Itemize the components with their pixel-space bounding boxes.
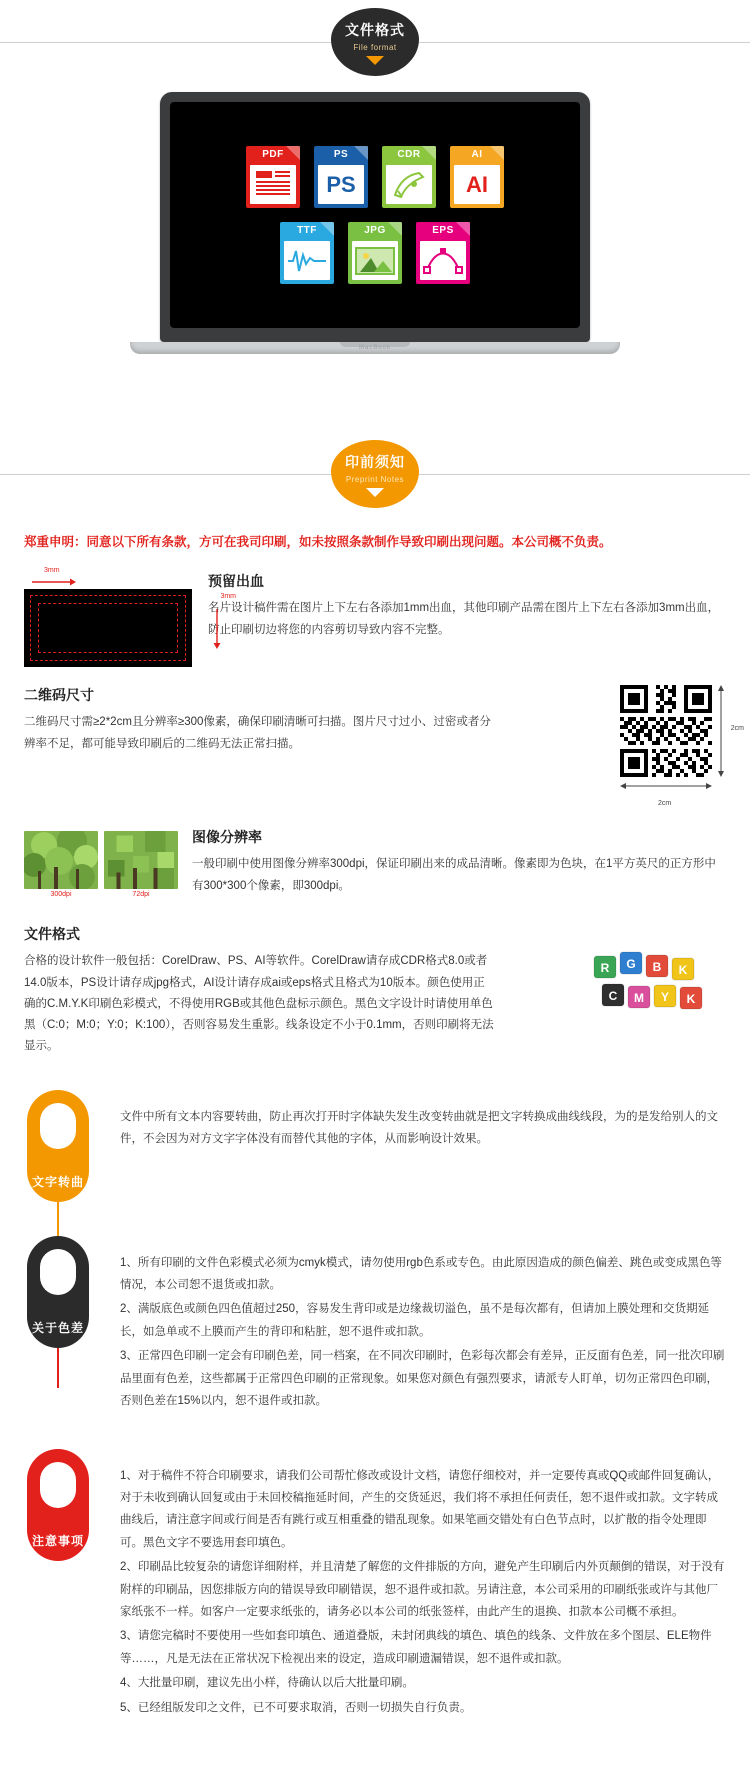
svg-text:R: R	[600, 961, 610, 976]
file-format-section-header	[0, 0, 750, 86]
pill-paragraph: 5、已经组版发印之文件，已不可要求取消，否则一切损失自行负责。	[120, 1701, 472, 1714]
bleed-label-side: 3mm	[220, 593, 236, 601]
file-icon-eps-label: EPS	[432, 225, 454, 236]
badge-title-en: File format	[353, 42, 397, 52]
color-cubes-icon	[576, 942, 726, 1022]
file-icon-pdf	[246, 146, 300, 208]
doc-lines-icon	[253, 168, 293, 202]
preprint-section-header	[0, 432, 750, 518]
pill-label-color-diff: 关于色差	[31, 1320, 84, 1335]
bleed-block	[24, 567, 726, 667]
resolution-samples	[24, 831, 178, 898]
file-icon-row-1	[246, 146, 504, 208]
file-icon-pdf-label: PDF	[262, 149, 284, 160]
preprint-badge-title-cn: 印前须知	[345, 453, 405, 470]
resolution-sample-300dpi	[24, 831, 98, 898]
qrcode-block	[24, 685, 744, 808]
preprint-badge	[331, 440, 419, 508]
qrcode-figure	[606, 685, 744, 808]
svg-text:K: K	[678, 963, 688, 978]
fileformat-title: 文件格式	[24, 926, 80, 943]
file-icon-ai	[450, 146, 504, 208]
photo-icon	[354, 245, 396, 277]
pill-paragraph: 2、印刷品比较复杂的请您详细附样，并且清楚了解您的文件排版的方向，避免产生印刷后内外页颠倒的错误，对于没有附样的印刷品，因您排版方向的错误导致印刷错误，恕不退件或扣款。另请注意，本公司采用的印刷纸张或许与其他厂家纸张不一样。如客户一定要求纸张的，请务必以本公司的纸张签样，由此产生的退换、扣款本公司概不承担。	[120, 1561, 725, 1619]
bleed-text: 名片设计稿件需在图片上下左右各添加1mm出血，其他印刷产品需在图片上下左右各添加3mm出血，防止印刷切边将您的内容剪切导致内容不完整。	[208, 602, 720, 636]
file-icon-cdr	[382, 146, 436, 208]
bleed-arrow-side-icon	[212, 607, 222, 649]
forest-photo-icon	[24, 831, 98, 889]
pill-paragraph: 文件中所有文本内容要转曲，防止再次打开时字体缺失发生改变转曲就是把文字转换成曲线线段，为的是发给别人的文件，不会因为对方文字字体没有而替代其他的字体，从而影响设计效果。	[120, 1110, 718, 1145]
pill-text-curve	[27, 1090, 89, 1202]
file-icon-cdr-label: CDR	[397, 149, 421, 160]
file-icon-ps	[314, 146, 368, 208]
pill-notices	[27, 1449, 89, 1561]
file-icon-eps	[416, 222, 470, 284]
bleed-title: 预留出血	[208, 573, 264, 590]
laptop-illustration	[0, 92, 750, 382]
bleed-label-top: 3mm	[44, 567, 60, 575]
pill-row-notices	[0, 1449, 750, 1722]
file-icon-ai-label: AI	[471, 149, 483, 160]
legal-statement: 郑重申明：同意以下所有条款，方可在我司印刷，如未按照条款制作导致印刷出现问题。本公司概不负责。	[24, 535, 612, 549]
pill-paragraph: 1、对于稿件不符合印刷要求，请我们公司帮忙修改或设计文档，请您仔细校对，并一定要传真或QQ或邮件回复确认，对于未收到确认回复或由于未回校稿拖延时间，产生的交货延迟，我们将不承担任何责任，恕不退件或扣款。文字转成曲线后，请注意字间或行间是否有跳行或互相重叠的错乱现象。如果笔画交错处有白色节点时，以扩散的指令处理即可。黑色文字不要选用套印填色。	[120, 1469, 720, 1549]
file-icon-ps-glyph: PS	[326, 171, 356, 197]
resolution-caption-0: 300dpi	[50, 891, 72, 899]
forest-photo-pixelated-icon	[104, 831, 178, 889]
file-icon-row-2	[280, 222, 470, 284]
laptop-screen	[170, 102, 580, 328]
qr-width-dim-icon	[620, 779, 712, 793]
pill-paragraph: 3、请您完稿时不要使用一些如套印填色、通道叠版，未封闭典线的填色、填色的线条、文件放在多个图层、ELE物件等……，凡是无法在正常状况下检视出来的设定，造成印刷遗漏错误，恕不退件或扣款。	[120, 1630, 712, 1665]
file-icon-ps-label: PS	[333, 149, 349, 160]
laptop-brand-label: MacBook	[358, 345, 391, 351]
svg-text:C: C	[608, 989, 618, 1004]
badge-title-cn: 文件格式	[345, 21, 405, 38]
qrcode-title: 二维码尺寸	[24, 687, 94, 704]
badge-arrow-icon	[366, 56, 384, 65]
pill-label-notices: 注意事项	[31, 1533, 84, 1548]
qr-height-dim-icon	[714, 685, 728, 777]
bleed-arrow-top-icon	[30, 577, 76, 587]
file-icon-jpg	[348, 222, 402, 284]
pill-label-text-curve: 文字转曲	[31, 1174, 84, 1189]
resolution-title: 图像分辨率	[192, 829, 262, 846]
waveform-icon	[286, 246, 328, 276]
fileformat-text: 合格的设计软件一般包括：CorelDraw、PS、AI等软件。CorelDraw请存成CDR格式8.0或者14.0版本，PS设计请存成jpg格式，AI设计请存成ai或eps格式且格式为10版本。颜色使用正确的C.M.Y.K印刷色彩模式，不得使用RGB或其他色盘标示颜色。黑色文字设计时请使用单色黑（C:0；M:0；Y:0；K:100），否则容易发生重影。线条设定不小于0.1mm，否则印刷将无法显示。	[24, 955, 494, 1053]
qr-width-label: 2cm	[658, 800, 672, 808]
qr-code-icon	[620, 685, 712, 777]
qrcode-text: 二维码尺寸需≥2*2cm且分辨率≥300像素，确保印刷清晰可扫描。图片尺寸过小、过密或者分辨率不足，都可能导致印刷后的二维码无法正常扫描。	[24, 716, 491, 750]
file-icon-jpg-label: JPG	[364, 225, 386, 236]
cmyk-cubes-image	[576, 942, 726, 1027]
file-icon-ttf	[280, 222, 334, 284]
svg-text:G: G	[626, 957, 636, 972]
pill-paragraph: 1、所有印刷的文件色彩模式必须为cmyk模式，请勿使用rgb色系或专色。由此原因造成的颜色偏差、跳色或变成黑色等情况，本公司恕不退货或扣款。	[120, 1256, 722, 1291]
bezier-icon	[422, 246, 464, 276]
qr-height-label: 2cm	[730, 725, 744, 733]
pill-row-text-curve	[0, 1090, 750, 1202]
file-icon-ai-glyph: AI	[466, 171, 488, 197]
file-format-badge	[331, 8, 419, 76]
preprint-badge-arrow-icon	[366, 488, 384, 497]
pill-color-diff	[27, 1236, 89, 1348]
fileformat-block	[24, 924, 726, 1057]
pill-paragraph: 3、正常四色印刷一定会有印刷色差，同一档案，在不同次印刷时，色彩每次都会有差异，正反面有色差，同一批次印刷品里面有色差，这些都属于正常四色印刷的正常现象。如果您对颜色有强烈要求，请派专人盯单，切勿正常四色印刷，否则色差在15%以内，恕不退件或扣款。	[120, 1350, 725, 1408]
pill-paragraph: 2、满版底色或颜色四色值超过250，容易发生背印或是边缘裁切溢色，虽不是每次都有，但请加上膜处理和交货期延长，如急单或不上膜而产生的背印和粘脏，恕不退件或扣款。	[120, 1303, 710, 1338]
resolution-sample-72dpi	[104, 831, 178, 898]
resolution-caption-1: 72dpi	[132, 891, 150, 899]
file-icon-ttf-label: TTF	[297, 225, 317, 236]
svg-text:M: M	[634, 991, 644, 1006]
svg-text:K: K	[686, 992, 696, 1007]
notes-pill-section	[0, 1090, 750, 1786]
svg-text:Y: Y	[660, 990, 670, 1005]
pen-hand-icon	[389, 169, 429, 201]
pill-paragraph: 4、大批量印刷，建议先出小样，待确认以后大批量印刷。	[120, 1677, 414, 1690]
pill-row-color-diff	[0, 1236, 750, 1415]
svg-text:B: B	[652, 960, 662, 975]
resolution-block	[24, 827, 726, 898]
resolution-text: 一般印刷中使用图像分辨率300dpi，保证印刷出来的成品清晰。像素即为色块，在1平方英尺的正方形中有300*300个像素，即300dpi。	[192, 858, 716, 892]
laptop-screen-body	[160, 92, 590, 342]
preprint-badge-title-en: Preprint Notes	[345, 474, 405, 484]
pill-hole	[40, 1249, 76, 1295]
pill-hole	[40, 1103, 76, 1149]
pill-hole	[40, 1462, 76, 1508]
